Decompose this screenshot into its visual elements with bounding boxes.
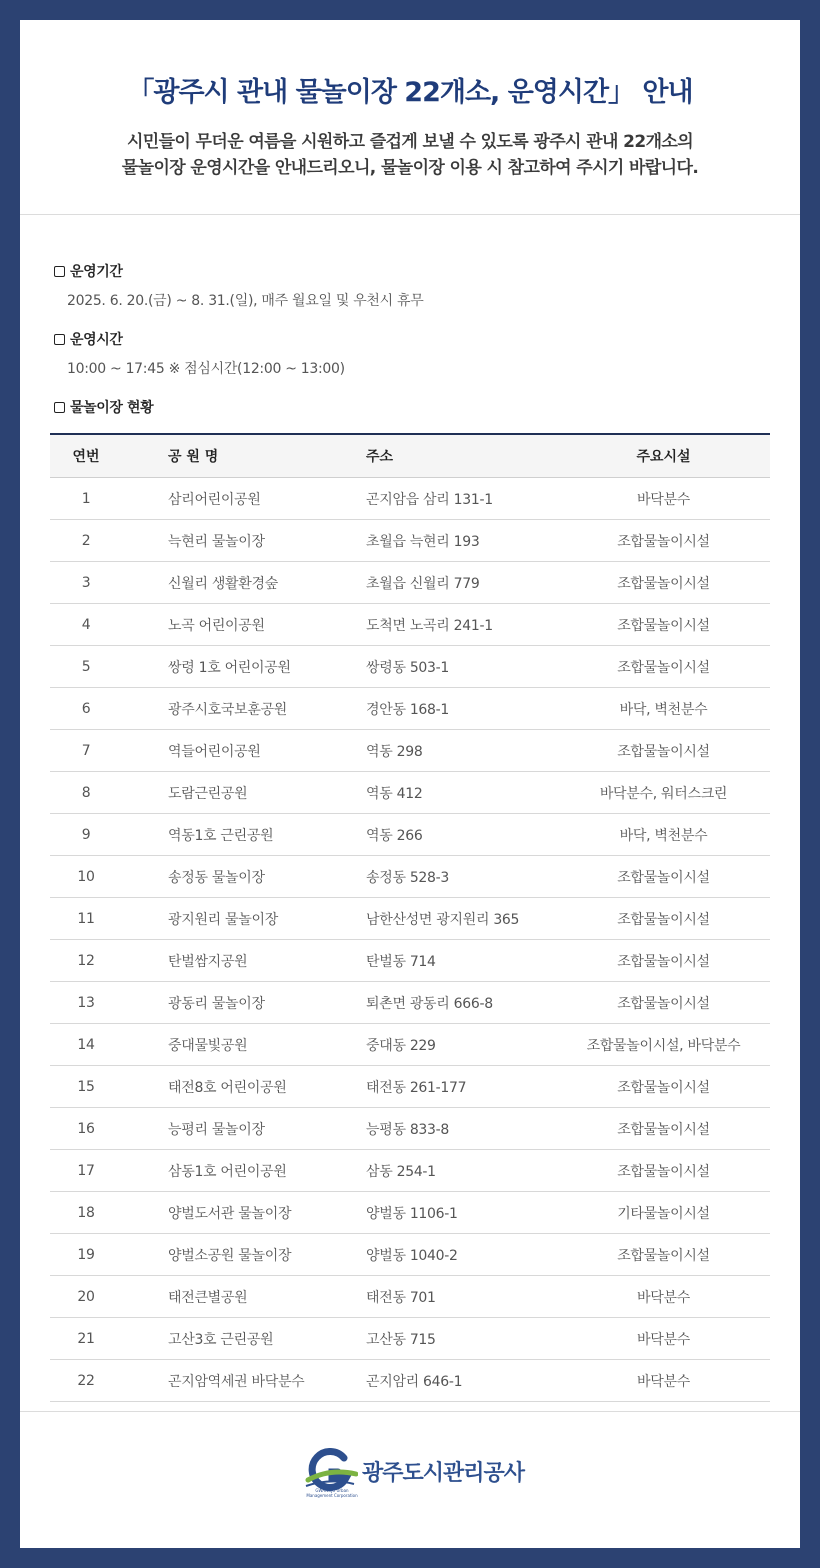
checkbox-square-icon (54, 266, 65, 277)
checkbox-square-icon (54, 334, 65, 345)
row-park-name: 태전큰별공원 (122, 1276, 365, 1318)
row-number: 16 (50, 1108, 122, 1150)
water-park-table (50, 433, 770, 1402)
row-park-name: 송정동 물놀이장 (122, 856, 365, 898)
row-park-name: 노곡 어린이공원 (122, 604, 365, 646)
row-number: 17 (50, 1150, 122, 1192)
row-park-name: 삼동1호 어린이공원 (122, 1150, 365, 1192)
row-facility: 조합물놀이시설 (557, 646, 770, 688)
table-row (50, 562, 770, 604)
row-address: 역동 266 (365, 814, 557, 856)
row-address: 경안동 168-1 (365, 688, 557, 730)
table-row (50, 814, 770, 856)
row-facility: 조합물놀이시설 (557, 898, 770, 940)
row-facility: 조합물놀이시설 (557, 982, 770, 1024)
row-number: 21 (50, 1318, 122, 1360)
table-row (50, 1192, 770, 1234)
col-header-address: 주소 (365, 434, 557, 478)
row-number: 22 (50, 1360, 122, 1402)
row-number: 5 (50, 646, 122, 688)
row-park-name: 도람근린공원 (122, 772, 365, 814)
row-address: 양벌동 1040-2 (365, 1234, 557, 1276)
row-address: 쌍령동 503-1 (365, 646, 557, 688)
hours-section (54, 329, 345, 378)
row-facility: 조합물놀이시설 (557, 856, 770, 898)
hours-body: 10:00 ~ 17:45 ※ 점심시간(12:00 ~ 13:00) (67, 361, 345, 377)
table-row (50, 1234, 770, 1276)
corporation-logo (302, 1448, 525, 1498)
table-row (50, 520, 770, 562)
row-facility: 조합물놀이시설 (557, 1066, 770, 1108)
intro-line-1: 시민들이 무더운 여름을 시원하고 즐겁게 보낼 수 있도록 광주시 관내 22개소의 (126, 132, 694, 152)
row-facility: 조합물놀이시설 (557, 730, 770, 772)
row-address: 초월읍 신월리 779 (365, 562, 557, 604)
row-address: 탄벌동 714 (365, 940, 557, 982)
logo-subtext: GWANGJU Urban Management Corporation (306, 1488, 358, 1498)
period-section (54, 261, 423, 310)
row-park-name: 역들어린이공원 (122, 730, 365, 772)
row-address: 퇴촌면 광동리 666-8 (365, 982, 557, 1024)
row-facility: 바닥분수 (557, 1318, 770, 1360)
row-facility: 조합물놀이시설 (557, 1108, 770, 1150)
row-facility: 조합물놀이시설 (557, 562, 770, 604)
row-park-name: 양벌도서관 물놀이장 (122, 1192, 365, 1234)
row-number: 18 (50, 1192, 122, 1234)
intro-line-2: 물놀이장 운영시간을 안내드리오니, 물놀이장 이용 시 참고하여 주시기 바랍니다. (121, 158, 699, 178)
table-row (50, 1318, 770, 1360)
row-facility: 조합물놀이시설 (557, 604, 770, 646)
row-park-name: 탄벌쌈지공원 (122, 940, 365, 982)
row-facility: 조합물놀이시설 (557, 1234, 770, 1276)
row-facility: 바닥, 벽천분수 (557, 814, 770, 856)
status-section (54, 397, 153, 417)
footer-divider (20, 1411, 800, 1412)
row-address: 초월읍 늑현리 193 (365, 520, 557, 562)
row-park-name: 삼리어린이공원 (122, 478, 365, 520)
row-park-name: 곤지암역세권 바닥분수 (122, 1360, 365, 1402)
notice-card (20, 20, 800, 1548)
table-row (50, 898, 770, 940)
row-address: 고산동 715 (365, 1318, 557, 1360)
table-row (50, 730, 770, 772)
row-number: 12 (50, 940, 122, 982)
row-facility: 조합물놀이시설, 바닥분수 (557, 1024, 770, 1066)
row-number: 13 (50, 982, 122, 1024)
row-address: 역동 412 (365, 772, 557, 814)
intro-text (80, 129, 740, 181)
row-facility: 바닥분수 (557, 1360, 770, 1402)
period-heading: 운영기간 (70, 264, 123, 280)
row-number: 11 (50, 898, 122, 940)
row-number: 3 (50, 562, 122, 604)
row-park-name: 역동1호 근린공원 (122, 814, 365, 856)
row-park-name: 중대물빛공원 (122, 1024, 365, 1066)
table-row (50, 940, 770, 982)
row-facility: 조합물놀이시설 (557, 520, 770, 562)
period-body: 2025. 6. 20.(금) ~ 8. 31.(일), 매주 월요일 및 우천시 휴무 (67, 293, 424, 309)
table-row (50, 1066, 770, 1108)
row-address: 중대동 229 (365, 1024, 557, 1066)
row-number: 2 (50, 520, 122, 562)
table-row (50, 688, 770, 730)
col-header-park: 공 원 명 (122, 434, 365, 478)
col-header-facility: 주요시설 (557, 434, 770, 478)
row-number: 10 (50, 856, 122, 898)
hours-heading: 운영시간 (70, 332, 123, 348)
row-address: 송정동 528-3 (365, 856, 557, 898)
row-facility: 기타물놀이시설 (557, 1192, 770, 1234)
row-address: 역동 298 (365, 730, 557, 772)
row-number: 7 (50, 730, 122, 772)
row-number: 6 (50, 688, 122, 730)
table-body (50, 478, 770, 1402)
table-row (50, 1150, 770, 1192)
row-number: 14 (50, 1024, 122, 1066)
status-heading: 물놀이장 현황 (70, 400, 154, 416)
row-facility: 조합물놀이시설 (557, 1150, 770, 1192)
col-header-number: 연번 (50, 434, 122, 478)
row-number: 1 (50, 478, 122, 520)
row-park-name: 태전8호 어린이공원 (122, 1066, 365, 1108)
row-park-name: 광주시호국보훈공원 (122, 688, 365, 730)
row-number: 19 (50, 1234, 122, 1276)
row-park-name: 능평리 물놀이장 (122, 1108, 365, 1150)
notice-header (20, 20, 800, 215)
row-park-name: 광동리 물놀이장 (122, 982, 365, 1024)
row-park-name: 양벌소공원 물놀이장 (122, 1234, 365, 1276)
table-row (50, 1108, 770, 1150)
row-address: 능평동 833-8 (365, 1108, 557, 1150)
checkbox-square-icon (54, 402, 65, 413)
row-facility: 바닥분수 (557, 1276, 770, 1318)
row-address: 태전동 261-177 (365, 1066, 557, 1108)
row-park-name: 쌍령 1호 어린이공원 (122, 646, 365, 688)
row-facility: 바닥분수, 워터스크린 (557, 772, 770, 814)
table-row (50, 478, 770, 520)
row-address: 도척면 노곡리 241-1 (365, 604, 557, 646)
row-facility: 바닥분수 (557, 478, 770, 520)
row-number: 20 (50, 1276, 122, 1318)
table-row (50, 1276, 770, 1318)
row-park-name: 고산3호 근린공원 (122, 1318, 365, 1360)
row-number: 4 (50, 604, 122, 646)
table-row (50, 1360, 770, 1402)
table-header-row (50, 434, 770, 478)
table-row (50, 604, 770, 646)
row-number: 8 (50, 772, 122, 814)
row-facility: 바닥, 벽천분수 (557, 688, 770, 730)
row-address: 곤지암리 646-1 (365, 1360, 557, 1402)
row-address: 곤지암읍 삼리 131-1 (365, 478, 557, 520)
logo-text: 광주도시관리공사 (362, 1460, 525, 1486)
row-address: 태전동 701 (365, 1276, 557, 1318)
row-address: 양벌동 1106-1 (365, 1192, 557, 1234)
row-park-name: 광지원리 물놀이장 (122, 898, 365, 940)
row-number: 9 (50, 814, 122, 856)
row-address: 삼동 254-1 (365, 1150, 557, 1192)
table-row (50, 982, 770, 1024)
table-row (50, 1024, 770, 1066)
page-title: 「광주시 관내 물놀이장 22개소, 운영시간」 안내 (127, 77, 693, 108)
table-row (50, 646, 770, 688)
row-facility: 조합물놀이시설 (557, 940, 770, 982)
row-park-name: 신월리 생활환경숲 (122, 562, 365, 604)
table-row (50, 772, 770, 814)
row-park-name: 늑현리 물놀이장 (122, 520, 365, 562)
row-address: 남한산성면 광지원리 365 (365, 898, 557, 940)
row-number: 15 (50, 1066, 122, 1108)
table-row (50, 856, 770, 898)
